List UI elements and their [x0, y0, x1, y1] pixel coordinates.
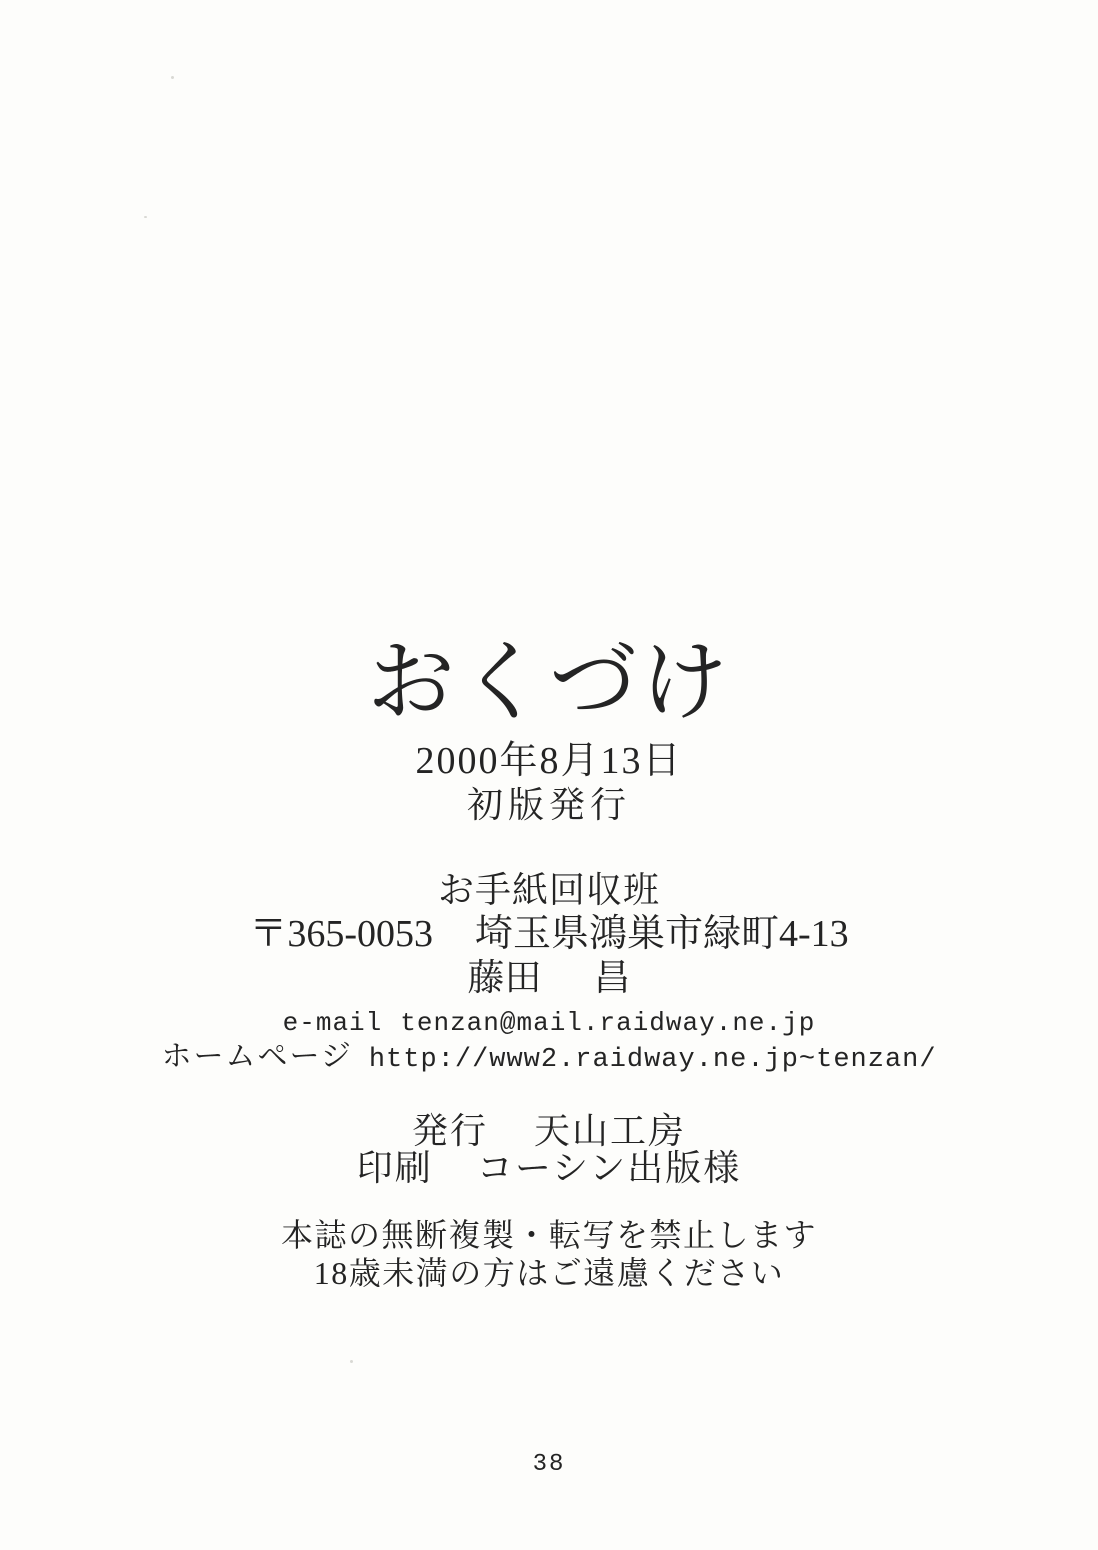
- author-family-name: 藤田: [467, 958, 542, 999]
- email-address: tenzan@mail.raidway.ne.jp: [400, 1008, 816, 1038]
- postal-code-group: [249, 914, 433, 956]
- postal-address-line: [0, 914, 1098, 956]
- postal-mark-icon: 〒: [249, 913, 288, 955]
- publication-date: 2000年8月13日: [415, 740, 683, 782]
- page-number: 38: [532, 1451, 566, 1478]
- homepage-label: ホームページ: [161, 1040, 353, 1073]
- printer-name: コーシン出版様: [476, 1148, 742, 1188]
- street-address: 埼玉県鴻巣市緑町4-13: [475, 913, 849, 955]
- printer-label: 印刷: [356, 1148, 433, 1188]
- scan-speck: [144, 216, 147, 218]
- email-line: [0, 1009, 1098, 1038]
- author-name: [0, 959, 1098, 1000]
- scan-speck: [171, 76, 174, 79]
- edition-note: 初版発行: [466, 785, 631, 825]
- author-given-name: 昌: [593, 958, 631, 999]
- publisher-line: [0, 1112, 1098, 1152]
- scan-speck: [350, 1360, 353, 1363]
- page-title: おくづけ: [366, 635, 731, 732]
- postal-code: 365-0053: [287, 913, 433, 955]
- homepage-url: http://www2.raidway.ne.jp~tenzan/: [368, 1045, 937, 1075]
- circle-name: お手紙回収班: [437, 870, 660, 910]
- email-label: e-mail: [282, 1008, 383, 1038]
- age-restriction-notice: 18歳未満の方はご遠慮ください: [313, 1255, 785, 1291]
- copyright-notice: 本誌の無断複製・転写を禁止します: [280, 1217, 817, 1253]
- publisher-name: 天山工房: [534, 1111, 687, 1151]
- publisher-label: 発行: [411, 1111, 488, 1151]
- printer-line: [0, 1149, 1098, 1189]
- homepage-line: [0, 1040, 1098, 1076]
